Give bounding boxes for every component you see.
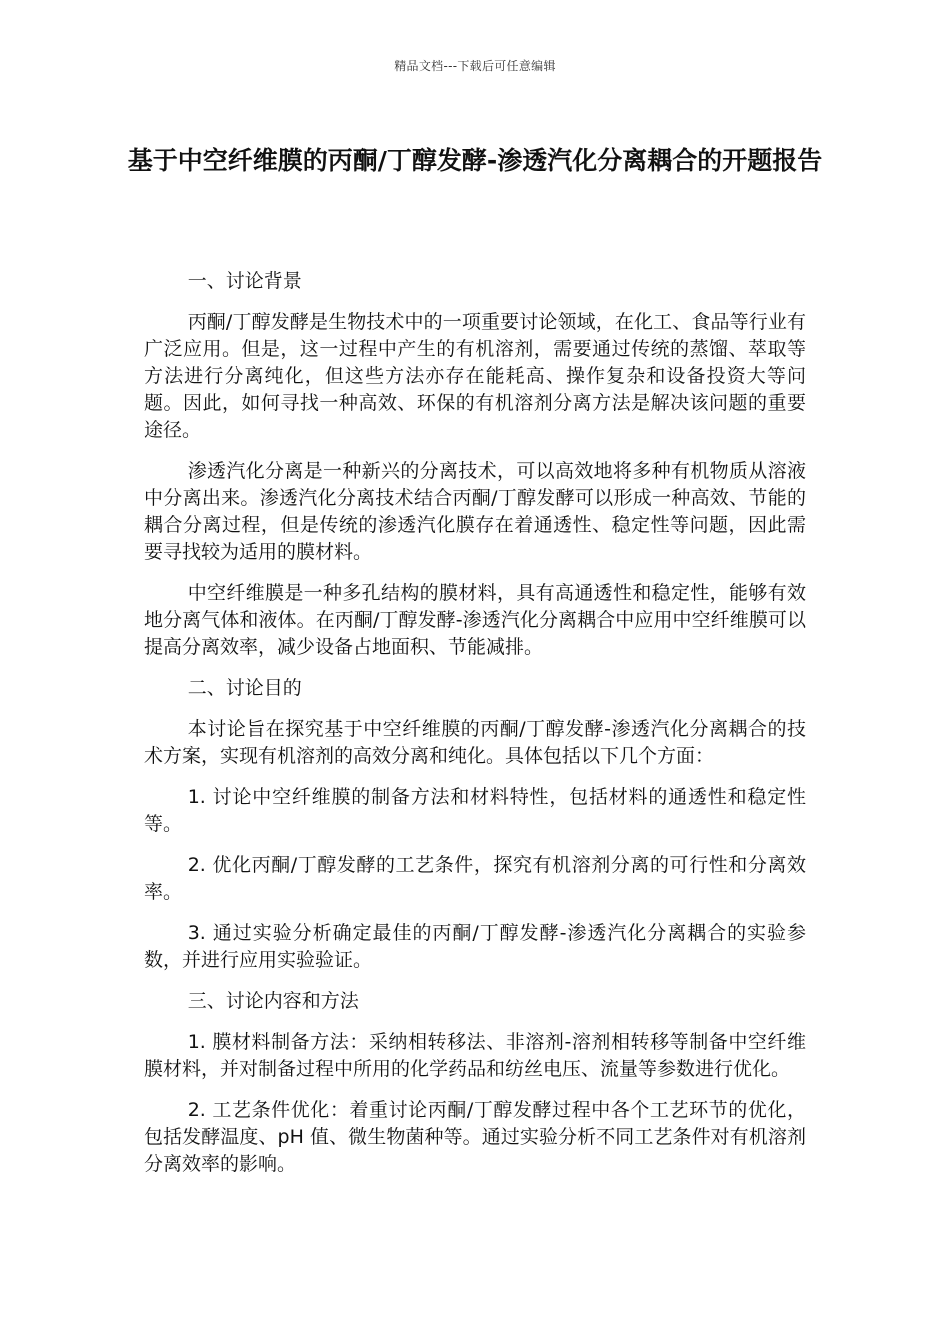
document-title: 基于中空纤维膜的丙酮/丁醇发酵-渗透汽化分离耦合的开题报告 <box>127 146 823 175</box>
paragraph: 中空纤维膜是一种多孔结构的膜材料，具有高通透性和稳定性，能够有效地分离气体和液体。在丙酮/丁醇发酵-渗透汽化分离耦合中应用中空纤维膜可以提高分离效率，减少设备占地面积、节能减排。 <box>144 582 806 658</box>
list-item: 1. 讨论中空纤维膜的制备方法和材料特性，包括材料的通透性和稳定性等。 <box>144 786 806 835</box>
header-note: 精品文档---下载后可任意编辑 <box>394 59 556 73</box>
section-heading-background: 一、讨论背景 <box>187 270 302 292</box>
section-heading-purpose: 二、讨论目的 <box>187 677 302 699</box>
list-item: 1. 膜材料制备方法：采纳相转移法、非溶剂-溶剂相转移等制备中空纤维膜材料，并对制备过程中所用的化学药品和纺丝电压、流量等参数进行优化。 <box>144 1031 806 1080</box>
document-body <box>144 268 806 1192</box>
section-heading-methods: 三、讨论内容和方法 <box>187 990 359 1012</box>
list-item: 2. 工艺条件优化：着重讨论丙酮/丁醇发酵过程中各个工艺环节的优化，包括发酵温度、pH 值、微生物菌种等。通过实验分析不同工艺条件对有机溶剂分离效率的影响。 <box>144 1099 806 1175</box>
paragraph: 本讨论旨在探究基于中空纤维膜的丙酮/丁醇发酵-渗透汽化分离耦合的技术方案，实现有机溶剂的高效分离和纯化。具体包括以下几个方面： <box>144 718 806 767</box>
list-item: 3. 通过实验分析确定最佳的丙酮/丁醇发酵-渗透汽化分离耦合的实验参数，并进行应用实验验证。 <box>144 922 806 971</box>
paragraph: 丙酮/丁醇发酵是生物技术中的一项重要讨论领域，在化工、食品等行业有广泛应用。但是，这一过程中产生的有机溶剂，需要通过传统的蒸馏、萃取等方法进行分离纯化，但这些方法亦存在能耗高、操作复杂和设备投资大等问题。因此，如何寻找一种高效、环保的有机溶剂分离方法是解决该问题的重要途径。 <box>144 311 806 441</box>
list-item: 2. 优化丙酮/丁醇发酵的工艺条件，探究有机溶剂分离的可行性和分离效率。 <box>144 854 806 903</box>
paragraph: 渗透汽化分离是一种新兴的分离技术，可以高效地将多种有机物质从溶液中分离出来。渗透汽化分离技术结合丙酮/丁醇发酵可以形成一种高效、节能的耦合分离过程，但是传统的渗透汽化膜存在着通透性、稳定性等问题，因此需要寻找较为适用的膜材料。 <box>144 460 806 563</box>
